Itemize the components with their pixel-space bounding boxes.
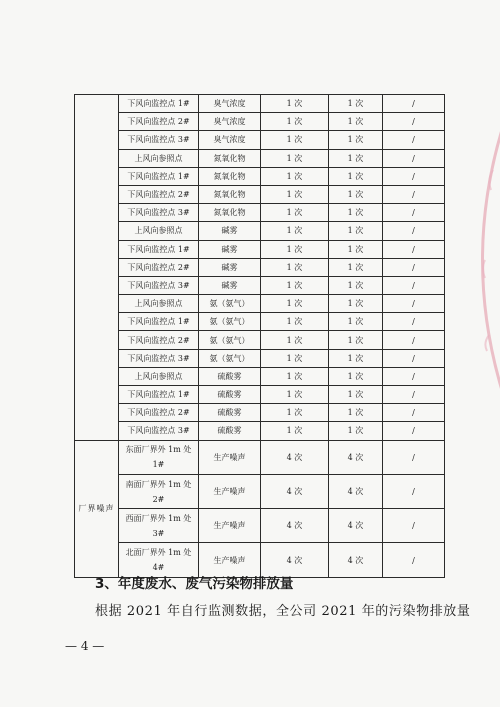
remark-cell: / [383,313,445,331]
point-cell: 下风向监控点 1# [119,240,199,258]
remark-cell: / [383,331,445,349]
frequency-cell: 1 次 [261,349,329,367]
point-cell: 下风向监控点 3# [119,349,199,367]
count-cell: 1 次 [329,349,383,367]
point-cell: 上风向参照点 [119,295,199,313]
point-cell: 下风向监控点 2# [119,185,199,203]
table-row [75,313,445,331]
remark-cell: / [383,149,445,167]
count-cell: 1 次 [329,185,383,203]
count-cell: 1 次 [329,367,383,385]
frequency-cell: 1 次 [261,276,329,294]
category-cell-air [75,95,119,441]
count-cell: 4 次 [329,440,383,474]
count-cell: 1 次 [329,240,383,258]
remark-cell: / [383,258,445,276]
table-row [75,440,445,474]
point-cell: 上风向参照点 [119,222,199,240]
count-cell: 1 次 [329,95,383,113]
count-cell: 4 次 [329,474,383,508]
pollutant-cell: 氮氧化物 [199,204,261,222]
remark-cell: / [383,113,445,131]
monitoring-table-body [75,95,445,578]
pollutant-cell: 氨（氨气） [199,295,261,313]
pollutant-cell: 硫酸雾 [199,422,261,440]
point-cell: 下风向监控点 2# [119,331,199,349]
table-row [75,113,445,131]
point-cell: 下风向监控点 2# [119,258,199,276]
remark-cell: / [383,95,445,113]
remark-cell: / [383,386,445,404]
count-cell: 1 次 [329,204,383,222]
table-row [75,131,445,149]
pollutant-cell: 氨（氨气） [199,331,261,349]
remark-cell: / [383,422,445,440]
count-cell: 1 次 [329,222,383,240]
remark-cell: / [383,295,445,313]
pollutant-cell: 臭气浓度 [199,131,261,149]
pollutant-cell: 硫酸雾 [199,404,261,422]
point-cell: 下风向监控点 1# [119,386,199,404]
frequency-cell: 4 次 [261,440,329,474]
remark-cell: / [383,185,445,203]
frequency-cell: 1 次 [261,204,329,222]
pollutant-cell: 碱雾 [199,240,261,258]
remark-cell: / [383,204,445,222]
point-cell: 上风向参照点 [119,367,199,385]
remark-cell: / [383,276,445,294]
frequency-cell: 1 次 [261,313,329,331]
point-cell: 下风向监控点 1# [119,167,199,185]
remark-cell: / [383,167,445,185]
page-number: — 4 — [65,639,105,653]
count-cell: 1 次 [329,331,383,349]
point-cell: 下风向监控点 1# [119,313,199,331]
count-cell: 1 次 [329,422,383,440]
frequency-cell: 1 次 [261,240,329,258]
point-cell: 东面厂界外 1m 处 1# [119,440,199,474]
table-row [75,386,445,404]
point-cell: 下风向监控点 3# [119,131,199,149]
pollutant-cell: 生产噪声 [199,543,261,577]
frequency-cell: 4 次 [261,474,329,508]
remark-cell: / [383,404,445,422]
pollutant-cell: 碱雾 [199,258,261,276]
pollutant-cell: 氮氧化物 [199,149,261,167]
table-row [75,295,445,313]
table-row [75,367,445,385]
point-cell: 上风向参照点 [119,149,199,167]
frequency-cell: 1 次 [261,404,329,422]
pollutant-cell: 生产噪声 [199,474,261,508]
point-cell: 下风向监控点 2# [119,404,199,422]
remark-cell: / [383,367,445,385]
count-cell: 1 次 [329,167,383,185]
point-cell: 下风向监控点 3# [119,422,199,440]
frequency-cell: 1 次 [261,331,329,349]
pollutant-cell: 硫酸雾 [199,386,261,404]
point-cell: 下风向监控点 2# [119,113,199,131]
table-row [75,474,445,508]
pollutant-cell: 臭气浓度 [199,113,261,131]
point-cell: 下风向监控点 1# [119,95,199,113]
frequency-cell: 1 次 [261,95,329,113]
seal-stamp-edge [455,110,500,410]
table-row [75,222,445,240]
table-row [75,404,445,422]
table-row [75,258,445,276]
count-cell: 1 次 [329,386,383,404]
pollutant-cell: 臭气浓度 [199,95,261,113]
remark-cell: / [383,543,445,577]
table-row [75,185,445,203]
frequency-cell: 1 次 [261,113,329,131]
pollutant-cell: 碱雾 [199,276,261,294]
frequency-cell: 1 次 [261,167,329,185]
pollutant-cell: 氨（氨气） [199,349,261,367]
count-cell: 1 次 [329,276,383,294]
remark-cell: / [383,509,445,543]
count-cell: 1 次 [329,404,383,422]
count-cell: 4 次 [329,543,383,577]
remark-cell: / [383,222,445,240]
frequency-cell: 1 次 [261,131,329,149]
point-cell: 南面厂界外 1m 处 2# [119,474,199,508]
section-heading: 3、年度废水、废气污染物排放量 [95,576,294,592]
point-cell: 北面厂界外 1m 处 4# [119,543,199,577]
frequency-cell: 4 次 [261,543,329,577]
body-paragraph: 根据 2021 年自行监测数据，全公司 2021 年的污染物排放量 [95,604,471,619]
table-row [75,422,445,440]
pollutant-cell: 氨（氨气） [199,313,261,331]
table-row [75,204,445,222]
frequency-cell: 1 次 [261,386,329,404]
count-cell: 1 次 [329,113,383,131]
frequency-cell: 1 次 [261,149,329,167]
table-row [75,149,445,167]
frequency-cell: 1 次 [261,367,329,385]
frequency-cell: 1 次 [261,185,329,203]
frequency-cell: 1 次 [261,422,329,440]
table-row [75,95,445,113]
frequency-cell: 1 次 [261,295,329,313]
count-cell: 1 次 [329,149,383,167]
count-cell: 4 次 [329,509,383,543]
remark-cell: / [383,440,445,474]
pollutant-cell: 生产噪声 [199,440,261,474]
table-row [75,331,445,349]
count-cell: 1 次 [329,258,383,276]
pollutant-cell: 硫酸雾 [199,367,261,385]
table-row [75,276,445,294]
pollutant-cell: 碱雾 [199,222,261,240]
table-row [75,240,445,258]
count-cell: 1 次 [329,313,383,331]
point-cell: 下风向监控点 3# [119,204,199,222]
pollutant-cell: 氮氧化物 [199,167,261,185]
remark-cell: / [383,474,445,508]
category-cell-noise: 厂界噪声 [75,440,119,577]
point-cell: 下风向监控点 3# [119,276,199,294]
pollutant-cell: 生产噪声 [199,509,261,543]
frequency-cell: 1 次 [261,258,329,276]
remark-cell: / [383,240,445,258]
table-row [75,349,445,367]
monitoring-table [74,94,445,578]
pollutant-cell: 氮氧化物 [199,185,261,203]
remark-cell: / [383,349,445,367]
count-cell: 1 次 [329,131,383,149]
frequency-cell: 4 次 [261,509,329,543]
remark-cell: / [383,131,445,149]
table-row [75,167,445,185]
table-row [75,509,445,543]
frequency-cell: 1 次 [261,222,329,240]
point-cell: 西面厂界外 1m 处 3# [119,509,199,543]
count-cell: 1 次 [329,295,383,313]
